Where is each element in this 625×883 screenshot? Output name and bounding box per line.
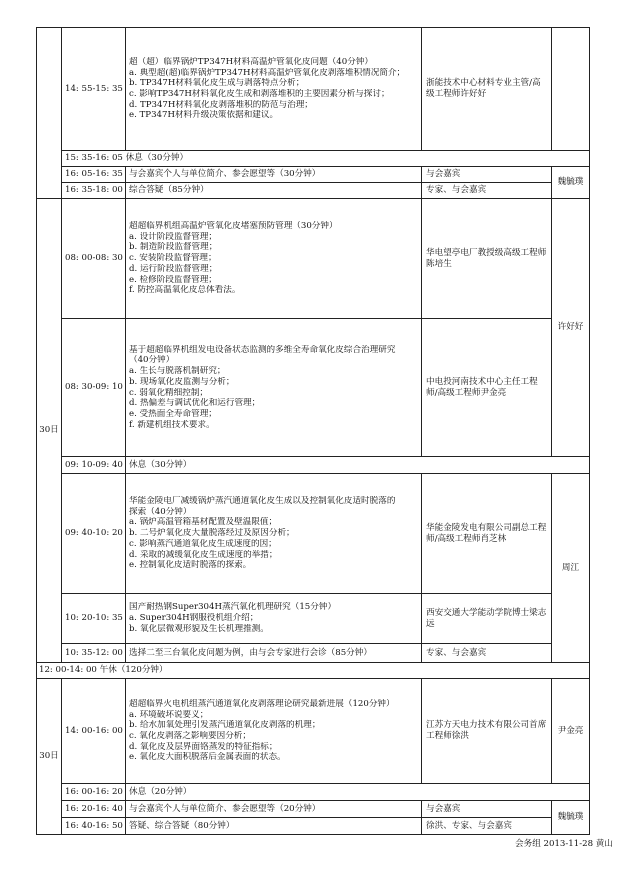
time-cell: 16: 05-16: 35 — [62, 167, 126, 183]
topic-item: d. 热偏差与调试优化和运行管理； — [129, 398, 261, 409]
topic-item: d. 运行阶段监督管理； — [129, 263, 218, 274]
topic-item: f. 新建机组技术要求。 — [129, 419, 215, 430]
day-label: 30日 — [37, 199, 62, 663]
table-row — [37, 594, 590, 644]
topic-item: e. 受热面全寿命管理； — [129, 408, 217, 419]
topic-cell: 答疑、综合答疑（80分钟） — [126, 818, 422, 835]
topic-cell — [126, 199, 422, 319]
time-cell: 08: 00-08: 30 — [62, 199, 126, 319]
topic-item: e. 氧化皮大面积脱落后金属表面的状态。 — [129, 752, 286, 763]
time-cell: 16: 20-16: 40 — [62, 801, 126, 818]
topic-item: c. 影响TP347H材料氧化皮生成和剥落堆积的主要因素分析与探讨； — [129, 89, 390, 99]
topic-item: e. TP347H材料升级决策依据和建议。 — [129, 110, 279, 121]
chair-cell: 许好好 — [552, 199, 590, 457]
topic-cell — [126, 474, 422, 594]
break-cell: 15: 35-16: 05 休息（30分钟） — [62, 151, 590, 167]
topic-title: 超超临界机组高温炉管氧化皮堵塞预防管理（30分钟） — [129, 220, 338, 231]
speaker-cell: 江苏方天电力技术有限公司首席工程师徐洪 — [422, 679, 552, 784]
speaker-cell: 与会嘉宾 — [422, 167, 552, 183]
topic-item: b. 给水加氧处理引发蒸汽通道氧化皮剥落的机理； — [129, 720, 321, 731]
footer-note: 会务组 2013-11-28 黄山 — [515, 839, 613, 849]
table-row — [37, 679, 590, 784]
speaker-cell: 专家、与会嘉宾 — [422, 644, 552, 663]
speaker-cell: 华电望亭电厂教授级高级工程师陈培生 — [422, 199, 552, 319]
time-cell: 16: 35-18: 00 — [62, 183, 126, 199]
topic-cell: 综合答疑（85分钟） — [126, 183, 422, 199]
topic-item: b. 制造阶段监督管理； — [129, 242, 218, 253]
topic-item: b. 二号炉氧化皮大量脱落经过及原因分析； — [129, 528, 295, 539]
time-cell: 10: 20-10: 35 — [62, 594, 126, 644]
topic-item: c. 安装阶段监督管理； — [129, 253, 217, 264]
chair-cell: 魏毓璞 — [552, 801, 590, 835]
topic-cell — [126, 679, 422, 784]
table-row — [37, 474, 590, 594]
topic-item: a. Super304H钢服役机组介绍； — [129, 613, 259, 624]
topic-item: b. 现场氧化皮监测与分析； — [129, 376, 235, 387]
topic-item: d. TP347H材料氧化皮剥落堆积的防范与治理； — [129, 99, 313, 110]
topic-item: d. 氧化皮及层界面铬蒸发的特征指标； — [129, 741, 278, 752]
topic-item: c. 氧化皮剥落之影响要因分析； — [129, 731, 251, 741]
table-row — [37, 663, 590, 679]
speaker-cell: 与会嘉宾 — [422, 801, 552, 818]
time-cell: 08: 30-09: 10 — [62, 319, 126, 457]
speaker-cell: 徐洪、专家、与会嘉宾 — [422, 818, 552, 835]
topic-item: a. 环境破坏说要义； — [129, 709, 209, 720]
table-row — [37, 801, 590, 818]
speaker-cell: 专家、与会嘉宾 — [422, 183, 552, 199]
topic-title: 超超临界火电机组蒸汽通道氧化皮剥落理论研究最新进展（120分钟） — [129, 698, 395, 709]
topic-title: 国产耐热钢Super304H蒸汽氧化机理研究（15分钟） — [129, 602, 337, 613]
table-row — [37, 28, 590, 151]
day-label: 30日 — [37, 679, 62, 835]
topic-title: 超（超）临界锅炉TP347H材料高温炉管氧化皮问题（40分钟） — [129, 56, 374, 67]
topic-item: a. 典型超(超)临界锅炉TP347H材料高温炉管氧化皮剥落堆积情况简介； — [129, 67, 406, 78]
topic-cell: 选择二至三台氧化皮问题为例，由与会专家进行会诊（85分钟） — [126, 644, 422, 663]
table-row — [37, 818, 590, 835]
topic-title: 基于超超临界机组发电设备状态监测的多维全寿命氧化皮综合治理研究 — [129, 344, 396, 355]
table-row — [37, 151, 590, 167]
time-cell: 09: 40-10: 20 — [62, 474, 126, 594]
topic-cell — [126, 594, 422, 644]
topic-title: 华能金陵电厂减缓锅炉蒸汽通道氧化皮生成以及控制氧化皮适时脱落的 — [129, 495, 396, 506]
table-row — [37, 183, 590, 199]
time-cell: 09: 10-09: 40 — [62, 457, 126, 474]
topic-title-cont: 探索（40分钟） — [129, 506, 192, 517]
time-cell: 10: 35-12: 00 — [62, 644, 126, 663]
chair-cell: 尹金亮 — [552, 679, 590, 784]
topic-item: e. 检修阶段监督管理； — [129, 274, 217, 285]
topic-cell — [126, 28, 422, 151]
table-row — [37, 784, 590, 801]
topic-item: a. 锅炉高温管箱基材配置及壁温限值； — [129, 517, 278, 528]
agenda-table — [36, 27, 590, 835]
topic-item: e. 控制氧化皮适时脱落的探索。 — [129, 560, 252, 571]
topic-title-cont: （40分钟） — [129, 355, 175, 366]
time-cell: 14: 00-16: 00 — [62, 679, 126, 784]
topic-item: a. 设计阶段监督管理； — [129, 231, 217, 242]
time-cell: 16: 00-16: 20 — [62, 784, 126, 801]
topic-item: b. 氧化层微观形貌及生长机理推测。 — [129, 623, 269, 634]
table-row — [37, 199, 590, 319]
time-cell: 14: 55-15: 35 — [62, 28, 126, 151]
topic-cell — [126, 319, 422, 457]
table-row — [37, 457, 590, 474]
topic-item: d. 采取的减缓氧化皮生成速度的举措； — [129, 549, 278, 560]
break-cell: 休息（20分钟） — [126, 784, 590, 801]
table-row — [37, 644, 590, 663]
topic-item: b. TP347H材料氧化皮生成与剥落特点分析； — [129, 78, 305, 89]
topic-item: c. 弱氧化精细控制； — [129, 387, 209, 398]
table-row — [37, 167, 590, 183]
chair-cell: 周江 — [552, 474, 590, 663]
topic-cell: 与会嘉宾个人与单位简介、参会愿望等（20分钟） — [126, 801, 422, 818]
lunch-cell: 12: 00-14: 00 午休（120分钟） — [37, 663, 590, 679]
chair-cell: 魏毓璞 — [552, 167, 590, 199]
break-cell: 休息（30分钟） — [126, 457, 590, 474]
topic-item: c. 影响蒸汽通道氧化皮生成速度的因； — [129, 538, 277, 549]
speaker-cell: 西安交通大学能动学院博士梁志远 — [422, 594, 552, 644]
time-cell: 16: 40-16: 50 — [62, 818, 126, 835]
topic-cell: 与会嘉宾个人与单位简介、参会愿望等（30分钟） — [126, 167, 422, 183]
speaker-cell: 中电投河南技术中心主任工程师/高级工程师尹金亮 — [422, 319, 552, 457]
speaker-cell: 华能金陵发电有限公司副总工程师/高级工程师肖芝林 — [422, 474, 552, 594]
table-row — [37, 319, 590, 457]
topic-item: a. 生长与脱落机制研究； — [129, 366, 226, 377]
speaker-cell: 浙能技术中心材料专业主管/高级工程师许好好 — [422, 28, 552, 151]
topic-item: f. 防控高温氧化皮总体看法。 — [129, 285, 241, 296]
